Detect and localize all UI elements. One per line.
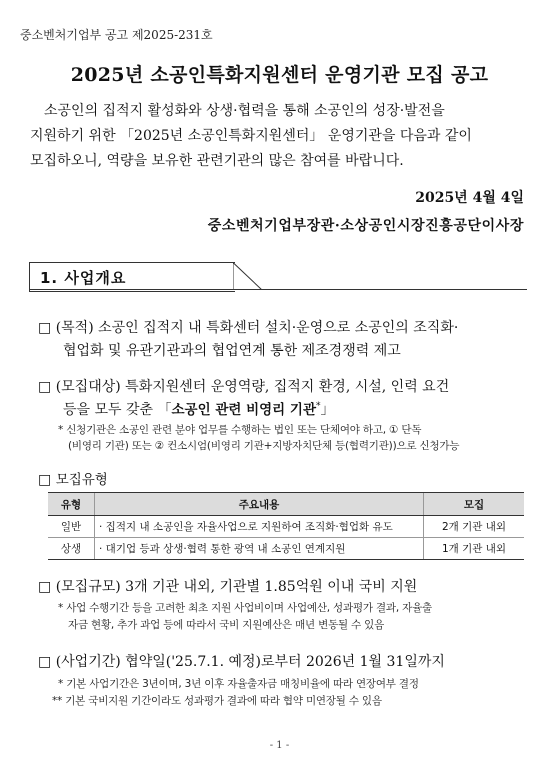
checkbox-mark-icon: □ — [38, 579, 52, 595]
recruit-cell: 2개 기관 내외 — [424, 516, 525, 538]
checkbox-mark-icon: □ — [38, 654, 52, 670]
item-text: 특화지원센터 운영역량, 집적지 환경, 시설, 인력 요건 — [125, 379, 450, 395]
page-number: - 1 - — [269, 740, 290, 751]
purpose-item-continuation: 협업화 및 유관기관과의 협업연계 통한 제조경쟁력 제고 — [63, 343, 401, 359]
intro-line: 모집하오니, 역량을 보유한 관련기관의 많은 참여를 바랍니다. — [30, 153, 404, 169]
checkbox-mark-icon: □ — [38, 472, 52, 488]
notice-number: 중소벤처기업부 공고 제2025-231호 — [20, 28, 213, 42]
type-cell: 일반 — [48, 516, 95, 538]
content-cell: · 집적지 내 소공인을 자율사업으로 지원하여 조직화·협업화 유도 — [95, 516, 424, 538]
intro-line: 소공인의 집적지 활성화와 상생·협력을 통해 소공인의 성장·발전을 — [44, 103, 445, 119]
target-item-continuation — [63, 398, 335, 419]
item-text: 소공인 집적지 내 특화센터 설치·운영으로 소공인의 조직화· — [98, 320, 459, 336]
item-label: (사업기간) — [55, 654, 121, 670]
item-text: 3개 기관 내외, 기관별 1.85억원 이내 국비 지원 — [125, 579, 418, 595]
footnote-marker: * — [316, 401, 321, 412]
table-header-row — [48, 493, 524, 516]
item-text: 협약일('25.7.1. 예정)로부터 2026년 1월 31일까지 — [125, 654, 445, 670]
footnote-continuation: (비영리 기관) 또는 ② 컨소시엄(비영리 기관+지방자치단체 등(협력기관))으로 신청가능 — [68, 440, 460, 452]
types-heading — [38, 468, 108, 488]
column-header: 모집 — [424, 493, 525, 516]
purpose-item — [38, 317, 458, 337]
column-header: 주요내용 — [95, 493, 424, 516]
page-title: 2025년 소공인특화지원센터 운영기관 모집 공고 — [70, 64, 489, 86]
checkbox-mark-icon: □ — [38, 320, 52, 336]
column-header: 유형 — [48, 493, 95, 516]
scale-item — [38, 576, 417, 596]
item-label: (목적) — [55, 320, 94, 336]
table-row — [48, 516, 524, 538]
section-divider — [29, 289, 527, 290]
item-label: (모집대상) — [55, 379, 121, 395]
item-label: (모집규모) — [55, 579, 121, 595]
table-row — [48, 538, 524, 560]
footnote: * 사업 수행기간 등을 고려한 최초 지원 사업비이며 사업예산, 성과평가 결과, 자율출 — [58, 602, 432, 614]
footnote-continuation: 자금 현황, 추가 과업 등에 따라서 국비 지원예산은 매년 변동될 수 있음 — [68, 619, 385, 631]
issuer-name: 중소벤처기업부장관·소상공인시장진흥공단이사장 — [207, 218, 524, 234]
target-text-suffix: 」 — [320, 402, 335, 418]
notice-date: 2025년 4월 4일 — [415, 190, 524, 206]
intro-line: 지원하기 위한 「2025년 소공인특화지원센터」 운영기관을 다음과 같이 — [30, 128, 472, 144]
checkbox-mark-icon: □ — [38, 379, 52, 395]
intro-paragraph — [30, 99, 530, 174]
item-label: 모집유형 — [55, 472, 108, 488]
footnote: ** 기본 국비지원 기간이라도 성과평가 결과에 따라 협약 미연장될 수 있음 — [52, 695, 382, 707]
footnote: * 기본 사업기간은 3년이며, 3년 이후 자율출자금 매칭비율에 따라 연장여부 결정 — [58, 678, 419, 690]
target-item — [38, 376, 449, 396]
type-cell: 상생 — [48, 538, 95, 560]
section-title: 1. 사업개요 — [40, 269, 127, 287]
target-emphasis: 소공인 관련 비영리 기관 — [171, 402, 317, 418]
section-heading-tab-shape — [233, 262, 263, 290]
period-item — [38, 651, 445, 671]
recruit-cell: 1개 기관 내외 — [424, 538, 525, 560]
target-text-prefix: 등을 모두 갖춘 「 — [63, 402, 172, 418]
footnote: * 신청기관은 소공인 관련 분야 업무를 수행하는 법인 또는 단체여야 하고, ① 단독 — [58, 424, 422, 436]
recruitment-types-table — [48, 492, 524, 560]
content-cell: · 대기업 등과 상생·협력 통한 광역 내 소공인 연계지원 — [95, 538, 424, 560]
